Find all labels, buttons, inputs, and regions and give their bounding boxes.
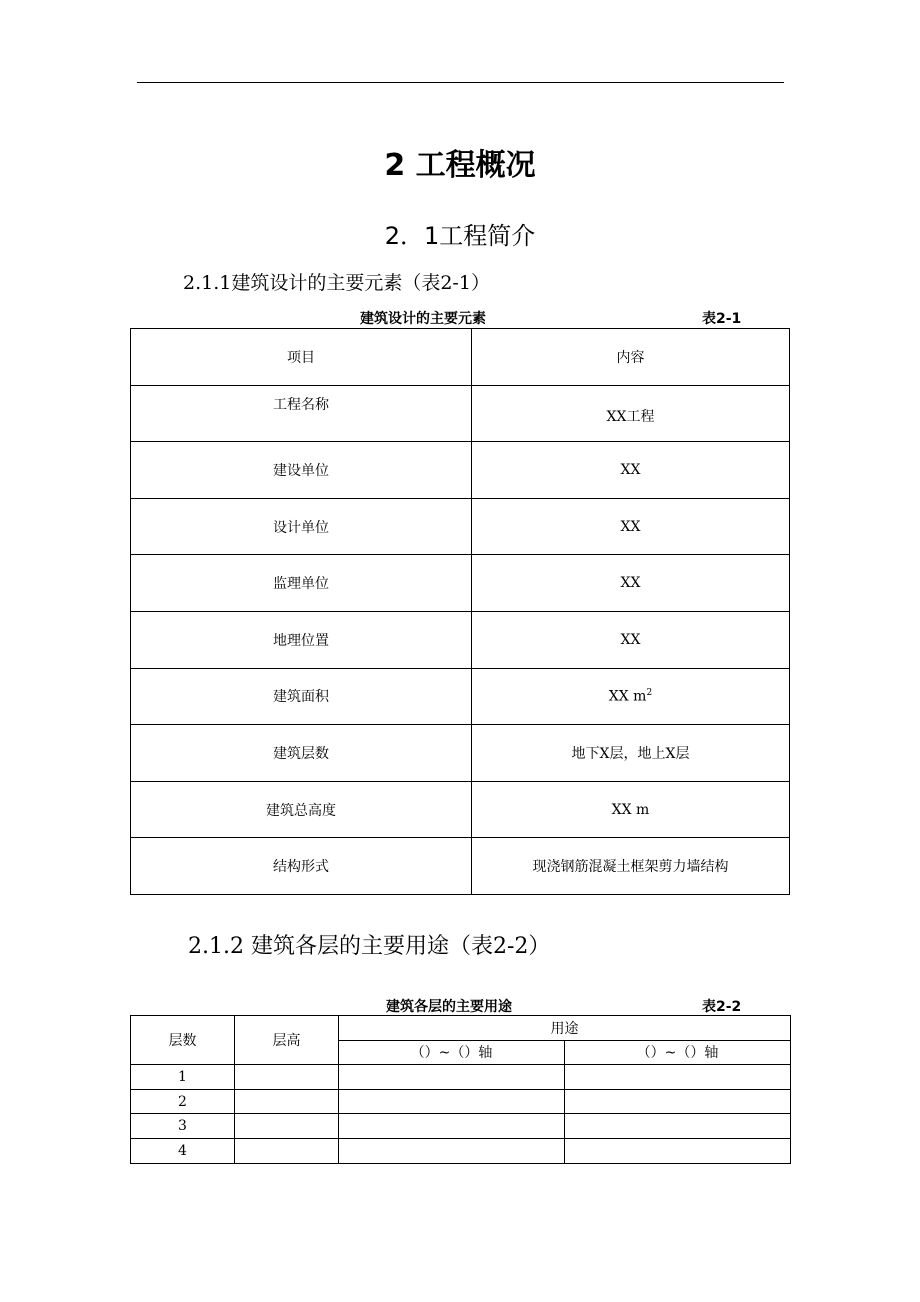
usage-axis-b-cell [565, 1089, 791, 1114]
table-row [131, 1089, 791, 1114]
table1-caption: 建筑设计的主要元素 [360, 311, 486, 327]
row-label: 监理单位 [131, 555, 472, 612]
usage-axis-a-cell [339, 1114, 565, 1139]
row-label: 建设单位 [131, 442, 472, 499]
table-row [131, 385, 790, 442]
table-row [131, 838, 790, 895]
usage-axis-b-cell [565, 1138, 791, 1163]
header-cell-axis-b: （）~（）轴 [565, 1040, 791, 1065]
header-cell-height: 层高 [235, 1016, 339, 1065]
row-label: 结构形式 [131, 838, 472, 895]
table-header-row [131, 1016, 791, 1041]
row-value [472, 668, 790, 725]
usage-axis-a-cell [339, 1138, 565, 1163]
floor-usage-table [130, 1015, 791, 1164]
table-row [131, 725, 790, 782]
floor-number: 3 [131, 1114, 235, 1139]
header-cell-usage: 用途 [339, 1016, 791, 1041]
table-row [131, 442, 790, 499]
design-elements-table [130, 328, 790, 895]
row-label: 工程名称 [131, 385, 472, 442]
row-value: 地下X层，地上X层 [472, 725, 790, 782]
table-row [131, 1065, 791, 1090]
table2-caption: 建筑各层的主要用途 [386, 999, 512, 1015]
row-label: 建筑总高度 [131, 781, 472, 838]
table1-caption-number: 表2-1 [702, 311, 742, 327]
usage-axis-a-cell [339, 1089, 565, 1114]
table-row [131, 668, 790, 725]
table2-caption-number: 表2-2 [702, 999, 742, 1015]
row-value: 现浇钢筋混凝土框架剪力墙结构 [472, 838, 790, 895]
subsection-title-2-1-2: 2.1.2 建筑各层的主要用途（表2-2） [188, 934, 551, 959]
row-label: 建筑面积 [131, 668, 472, 725]
floor-height-cell [235, 1138, 339, 1163]
row-value: XX [472, 498, 790, 555]
row-label: 建筑层数 [131, 725, 472, 782]
chapter-title: 2 工程概况 [384, 148, 536, 183]
header-cell-floors: 层数 [131, 1016, 235, 1065]
table-row [131, 498, 790, 555]
table-header-row [131, 329, 790, 386]
usage-axis-b-cell [565, 1065, 791, 1090]
section-title: 2．1工程简介 [384, 222, 536, 250]
row-label: 设计单位 [131, 498, 472, 555]
floor-height-cell [235, 1089, 339, 1114]
row-value: XX工程 [472, 385, 790, 442]
row-value: XX [472, 442, 790, 499]
row-value: XX [472, 555, 790, 612]
area-value: XX m [608, 688, 647, 705]
header-rule [137, 82, 784, 83]
floor-number: 2 [131, 1089, 235, 1114]
table-row [131, 1114, 791, 1139]
floor-height-cell [235, 1114, 339, 1139]
floor-height-cell [235, 1065, 339, 1090]
area-unit-superscript: 2 [646, 688, 653, 699]
floor-number: 4 [131, 1138, 235, 1163]
table-row [131, 1138, 791, 1163]
subsection-title-2-1-1: 2.1.1建筑设计的主要元素（表2-1） [183, 272, 490, 294]
usage-axis-b-cell [565, 1114, 791, 1139]
header-cell-axis-a: （）~（）轴 [339, 1040, 565, 1065]
header-cell-item: 项目 [131, 329, 472, 386]
floor-number: 1 [131, 1065, 235, 1090]
header-cell-content: 内容 [472, 329, 790, 386]
row-label: 地理位置 [131, 611, 472, 668]
row-value: XX m [472, 781, 790, 838]
row-value: XX [472, 611, 790, 668]
table-row [131, 781, 790, 838]
usage-axis-a-cell [339, 1065, 565, 1090]
table-row [131, 555, 790, 612]
table-row [131, 611, 790, 668]
